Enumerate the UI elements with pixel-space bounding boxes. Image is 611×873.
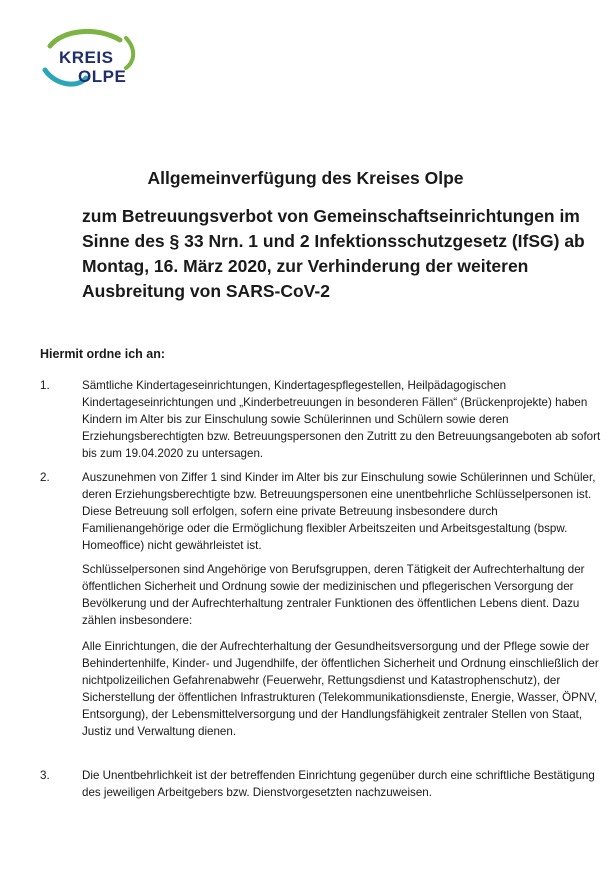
document-title: Allgemeinverfügung des Kreises Olpe [147, 168, 464, 188]
kreis-olpe-logo [42, 28, 142, 88]
paragraph-einrichtungen: Alle Einrichtungen, die der Aufrechterhaltung der Gesundheitsversorgung und der Pflege sowie der Behindertenhilfe, Kinder- und Jugendhilfe, der öffentlichen Sicherheit und Ordnung einschließlich der nichtpolizeilichen Gefahrenabwehr (Feuerwehr, Rettungsdienst und Katastrophenschutz), der Sicherstellung der öffentlichen Infrastrukturen (Telekommunikationsdienste, Energie, Wasser, ÖPNV, Entsorgung), der Lebensmittelversorgung und der Handlungsfähigkeit zentraler Stellen von Staat, Justiz und Verwaltung dienen. [82, 640, 599, 738]
logo-line-2: OLPE [78, 67, 127, 86]
paragraph-schluesselpersonen: Schlüsselpersonen sind Angehörige von Berufsgruppen, deren Tätigkeit der Aufrechterhaltung der öffentlichen Sicherheit und Ordnung sowie der medizinischen und pflegerischen Versorgung der Bevölkerung und der Aufrechterhaltung zentraler Funktionen des öffentlichen Lebens dient. Dazu zählen insbesondere: [82, 563, 585, 627]
item-text: Auszunehmen von Ziffer 1 sind Kinder im Alter bis zur Einschulung sowie Schülerinnen und Schüler, deren Erziehungsberechtigte bzw. Betreuungspersonen eine unentbehrliche Schlüsselpersonen ist. Diese Betreuung soll erfolgen, sofern eine private Betreuung insbesondere durch Familienangehörige oder die Ermöglichung flexibler Arbeitszeiten und Arbeitsgestaltung (bspw. Homeoffice) nicht gewährleistet ist. [82, 471, 596, 552]
item-number: 2. [40, 471, 50, 484]
document-subtitle: zum Betreuungsverbot von Gemeinschaftseinrichtungen im Sinne des § 33 Nrn. 1 und 2 Infektionsschutzgesetz (IfSG) ab Montag, 16. März 2020, zur Verhinderung der weiteren Ausbreitung von SARS-CoV-2 [82, 206, 585, 301]
intro-heading: Hiermit ordne ich an: [40, 347, 166, 361]
item-text: Die Unentbehrlichkeit ist der betreffenden Einrichtung gegenüber durch eine schriftliche Bestätigung des jeweiligen Arbeitgebers bzw. Dienstvorgesetzten nachzuweisen. [82, 769, 595, 799]
item-text: Sämtliche Kindertageseinrichtungen, Kindertagespflegestellen, Heilpädagogischen Kindertageseinrichtungen und „Kinderbetreuungen in besonderen Fällen“ (Brückenprojekte) haben Kindern im Alter bis zur Einschulung sowie Schülerinnen und Schülern sowie deren Erziehungsberechtigten bzw. Betreuungspersonen den Zutritt zu den Betreuungsangeboten ab sofort bis zum 19.04.2020 zu untersagen. [82, 379, 601, 460]
item-number: 3. [40, 769, 50, 782]
logo-line-1: KREIS [59, 48, 114, 67]
item-number: 1. [40, 379, 50, 392]
